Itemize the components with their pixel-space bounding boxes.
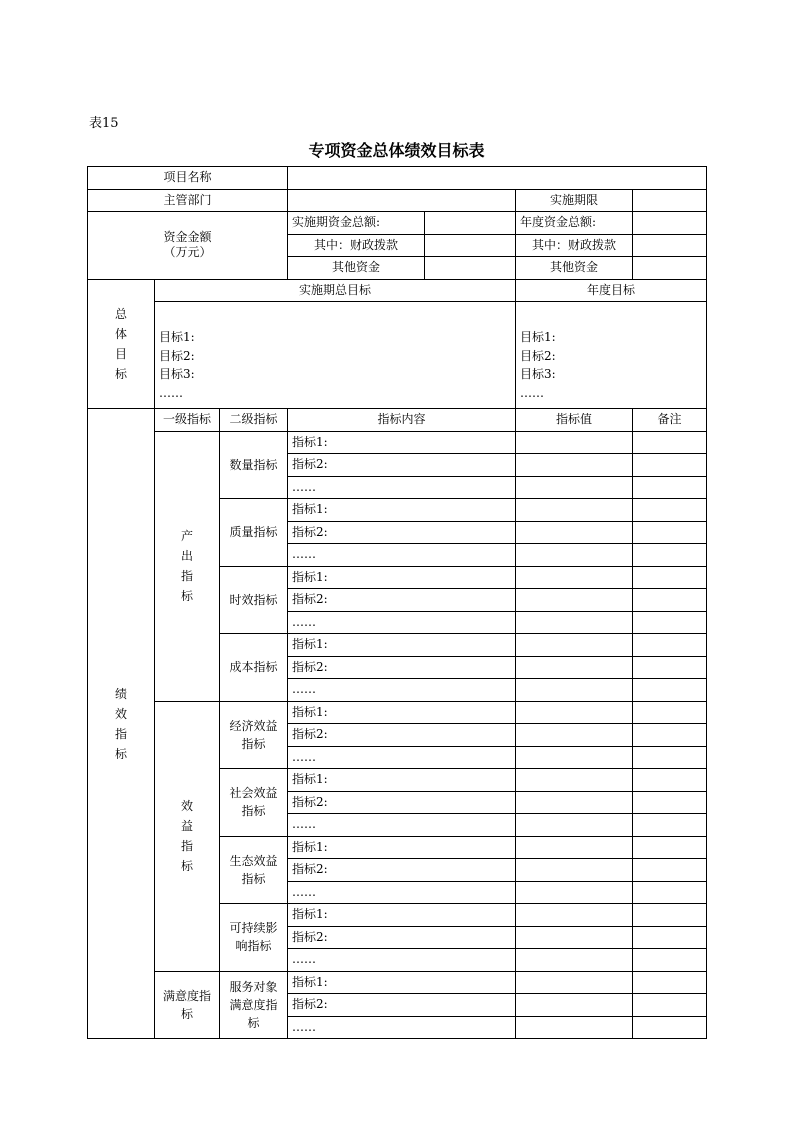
- content-header: 指标内容: [288, 409, 516, 432]
- annual-goal-more: ……: [520, 385, 545, 400]
- indicator-content-cell[interactable]: ……: [288, 679, 516, 702]
- output-sub-indicator-label: 时效指标: [220, 566, 288, 634]
- level1-header: 一级指标: [155, 409, 220, 432]
- period-other-funds-field[interactable]: [425, 257, 516, 280]
- benefit-indicator-label: [155, 701, 220, 971]
- indicator-content-cell[interactable]: ……: [288, 1016, 516, 1039]
- indicator-value-cell[interactable]: [516, 746, 633, 769]
- indicator-note-cell[interactable]: [633, 881, 707, 904]
- indicator-content-cell[interactable]: 指标1:: [288, 566, 516, 589]
- indicator-note-cell[interactable]: [633, 634, 707, 657]
- indicator-value-cell[interactable]: [516, 791, 633, 814]
- indicator-value-cell[interactable]: [516, 566, 633, 589]
- indicator-content-cell[interactable]: 指标1:: [288, 971, 516, 994]
- annual-goal-1: 目标1:: [520, 330, 556, 344]
- indicator-value-cell[interactable]: [516, 544, 633, 567]
- indicator-note-cell[interactable]: [633, 656, 707, 679]
- indicator-value-cell[interactable]: [516, 836, 633, 859]
- indicator-value-cell[interactable]: [516, 454, 633, 477]
- indicator-note-cell[interactable]: [633, 679, 707, 702]
- indicator-note-cell[interactable]: [633, 836, 707, 859]
- indicator-value-cell[interactable]: [516, 769, 633, 792]
- indicator-value-cell[interactable]: [516, 904, 633, 927]
- indicator-content-cell[interactable]: 指标1:: [288, 634, 516, 657]
- benefit-sub-indicator-label: 经济效益指标: [220, 701, 288, 769]
- indicator-content-cell[interactable]: 指标2:: [288, 791, 516, 814]
- funds-label-line1: 资金金额: [163, 230, 212, 245]
- benefit-indicator-label-text: 效益指标: [180, 799, 193, 873]
- indicator-value-cell[interactable]: [516, 611, 633, 634]
- indicator-value-cell[interactable]: [516, 881, 633, 904]
- indicator-content-cell[interactable]: 指标2:: [288, 454, 516, 477]
- output-sub-indicator-label: 质量指标: [220, 499, 288, 567]
- indicator-note-cell[interactable]: [633, 544, 707, 567]
- note-header: 备注: [633, 409, 707, 432]
- indicator-content-cell[interactable]: 指标2:: [288, 589, 516, 612]
- benefit-sub-indicator-label: 社会效益指标: [220, 769, 288, 837]
- page-title: 专项资金总体绩效目标表: [308, 141, 485, 160]
- indicator-note-cell[interactable]: [633, 769, 707, 792]
- indicator-content-cell[interactable]: ……: [288, 949, 516, 972]
- output-indicator-label: [155, 431, 220, 701]
- indicator-note-cell[interactable]: [633, 499, 707, 522]
- funds-label-line2: （万元）: [163, 245, 212, 260]
- table-number: 表15: [89, 116, 119, 131]
- annual-other-funds-label: 其他资金: [516, 257, 633, 280]
- indicator-value-cell[interactable]: [516, 724, 633, 747]
- table-row: [88, 971, 707, 994]
- indicator-value-cell[interactable]: [516, 499, 633, 522]
- indicator-content-cell[interactable]: 指标2:: [288, 859, 516, 882]
- indicator-content-cell[interactable]: 指标2:: [288, 926, 516, 949]
- indicator-note-cell[interactable]: [633, 971, 707, 994]
- indicator-content-cell[interactable]: 指标2:: [288, 994, 516, 1017]
- indicator-note-cell[interactable]: [633, 724, 707, 747]
- indicator-value-cell[interactable]: [516, 589, 633, 612]
- indicator-content-cell[interactable]: 指标1:: [288, 769, 516, 792]
- indicator-note-cell[interactable]: [633, 454, 707, 477]
- period-goal-header: 实施期总目标: [155, 279, 516, 302]
- indicator-value-cell[interactable]: [516, 431, 633, 454]
- indicator-value-cell[interactable]: [516, 814, 633, 837]
- annual-fiscal-funds-field[interactable]: [633, 234, 707, 257]
- annual-goal-2: 目标2:: [520, 348, 556, 363]
- period-goal-more: ……: [159, 385, 183, 400]
- period-goal-1: 目标1:: [159, 330, 195, 344]
- indicator-note-cell[interactable]: [633, 521, 707, 544]
- table-row: [88, 701, 707, 724]
- indicator-value-cell[interactable]: [516, 1016, 633, 1039]
- performance-goal-table: [87, 166, 707, 1039]
- indicator-value-cell[interactable]: [516, 679, 633, 702]
- annual-funds-field[interactable]: [633, 212, 707, 235]
- indicator-content-cell[interactable]: ……: [288, 476, 516, 499]
- indicator-note-cell[interactable]: [633, 791, 707, 814]
- indicator-note-cell[interactable]: [633, 994, 707, 1017]
- indicator-content-cell[interactable]: 指标2:: [288, 724, 516, 747]
- overall-goal-label: [88, 279, 155, 409]
- indicator-note-cell[interactable]: [633, 746, 707, 769]
- project-name-label: 项目名称: [88, 167, 288, 190]
- period-goal-2: 目标2:: [159, 348, 195, 363]
- indicator-note-cell[interactable]: [633, 611, 707, 634]
- indicator-note-cell[interactable]: [633, 431, 707, 454]
- indicator-content-cell[interactable]: 指标1:: [288, 701, 516, 724]
- benefit-sub-indicator-label: 生态效益指标: [220, 836, 288, 904]
- indicator-value-cell[interactable]: [516, 701, 633, 724]
- indicator-content-cell[interactable]: 指标2:: [288, 656, 516, 679]
- indicator-value-cell[interactable]: [516, 476, 633, 499]
- indicator-note-cell[interactable]: [633, 701, 707, 724]
- indicator-content-cell[interactable]: ……: [288, 881, 516, 904]
- period-fiscal-funds-field[interactable]: [425, 234, 516, 257]
- indicator-content-cell[interactable]: 指标2:: [288, 521, 516, 544]
- indicator-content-cell[interactable]: ……: [288, 544, 516, 567]
- indicator-value-cell[interactable]: [516, 926, 633, 949]
- annual-goal-header: 年度目标: [516, 279, 707, 302]
- annual-goal-3: 目标3:: [520, 367, 556, 381]
- indicator-value-cell[interactable]: [516, 521, 633, 544]
- funds-label: [88, 212, 288, 280]
- satisfaction-sub-indicator-label: 服务对象满意度指标: [220, 971, 288, 1039]
- indicator-value-cell[interactable]: [516, 971, 633, 994]
- output-indicator-label-text: 产出指标: [180, 529, 193, 603]
- table-row: [88, 431, 707, 454]
- indicator-value-cell[interactable]: [516, 634, 633, 657]
- annual-goal-content[interactable]: [516, 302, 707, 409]
- indicator-note-cell[interactable]: [633, 566, 707, 589]
- overall-goal-label-text: 总体目标: [114, 306, 127, 381]
- indicator-content-cell[interactable]: 指标1:: [288, 431, 516, 454]
- indicator-value-cell[interactable]: [516, 859, 633, 882]
- period-other-funds-label: 其他资金: [288, 257, 425, 280]
- department-field[interactable]: [288, 189, 516, 212]
- period-label: 实施期限: [516, 189, 633, 212]
- project-name-field[interactable]: [288, 167, 707, 190]
- benefit-sub-indicator-label: 可持续影响指标: [220, 904, 288, 972]
- indicator-note-cell[interactable]: [633, 589, 707, 612]
- indicator-note-cell[interactable]: [633, 926, 707, 949]
- indicator-note-cell[interactable]: [633, 1016, 707, 1039]
- indicator-note-cell[interactable]: [633, 814, 707, 837]
- indicator-note-cell[interactable]: [633, 476, 707, 499]
- indicator-note-cell[interactable]: [633, 949, 707, 972]
- indicator-note-cell[interactable]: [633, 859, 707, 882]
- indicator-content-cell[interactable]: ……: [288, 611, 516, 634]
- value-header: 指标值: [516, 409, 633, 432]
- indicator-content-cell[interactable]: ……: [288, 746, 516, 769]
- performance-indicator-label-text: 绩效指标: [114, 686, 127, 761]
- period-fiscal-funds-label: 其中：财政拨款: [288, 234, 425, 257]
- annual-funds-label: 年度资金总额:: [516, 212, 633, 235]
- satisfaction-indicator-label: 满意度指标: [155, 971, 220, 1039]
- total-period-funds-field[interactable]: [425, 212, 516, 235]
- annual-fiscal-funds-label: 其中：财政拨款: [516, 234, 633, 257]
- level2-header: 二级指标: [220, 409, 288, 432]
- department-label: 主管部门: [88, 189, 288, 212]
- indicator-value-cell[interactable]: [516, 949, 633, 972]
- indicator-value-cell[interactable]: [516, 994, 633, 1017]
- indicator-content-cell[interactable]: ……: [288, 814, 516, 837]
- total-period-funds-label: 实施期资金总额:: [288, 212, 425, 235]
- period-field[interactable]: [633, 189, 707, 212]
- period-goal-3: 目标3:: [159, 367, 195, 381]
- output-sub-indicator-label: 成本指标: [220, 634, 288, 702]
- annual-other-funds-field[interactable]: [633, 257, 707, 280]
- indicator-value-cell[interactable]: [516, 656, 633, 679]
- period-goal-content[interactable]: [155, 302, 516, 409]
- indicator-content-cell[interactable]: 指标1:: [288, 499, 516, 522]
- indicator-content-cell[interactable]: 指标1:: [288, 836, 516, 859]
- output-sub-indicator-label: 数量指标: [220, 431, 288, 499]
- performance-indicator-label: [88, 409, 155, 1039]
- indicator-note-cell[interactable]: [633, 904, 707, 927]
- indicator-content-cell[interactable]: 指标1:: [288, 904, 516, 927]
